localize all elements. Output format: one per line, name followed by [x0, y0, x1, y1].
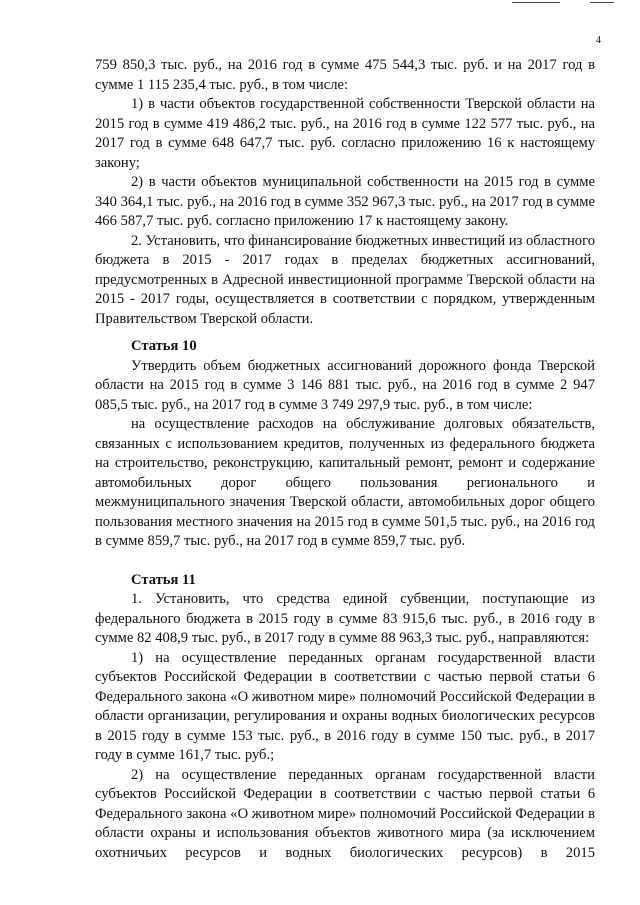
- article-10-paragraph-2: на осуществление расходов на обслуживание долговых обязательств, связанных с использованием кредитов, полученных из федерального бюджета на строительство, реконструкцию, капитальный ремонт, ремонт и содержание автомобильных дорог общего пользования регионального и межмуниципального значения Тверской области, автомобильных дорог общего пользования местного значения на 2015 год в сумме 501,5 тыс. руб., на 2016 год в сумме 859,7 тыс. руб., на 2017 год в сумме 859,7 тыс. руб.: [95, 416, 595, 549]
- article-10-paragraph-1: Утвердить объем бюджетных ассигнований дорожного фонда Тверской области на 2015 год в сумме 3 146 881 тыс. руб., на 2016 год в сумме 2 947 085,5 тыс. руб., на 2017 год в сумме 3 749 297,9 тыс. руб., в том числе:: [95, 357, 595, 413]
- article-11-paragraph-1: 1. Установить, что средства единой субвенции, поступающие из федерального бюджета в 2015 году в сумме 83 915,6 тыс. руб., в 2016 году в сумме 82 408,9 тыс. руб., в 2017 году в сумме 88 963,3 тыс. руб., направляются:: [95, 591, 595, 646]
- paragraph-clause-2: 2. Установить, что финансирование бюджетных инвестиций из областного бюджета в 2015 - 2017 годах в пределах бюджетных ассигнований, предусмотренных в Адресной инвестиционной программе Тверской области на 2015 - 2017 годы, осуществляется в соответствии с порядком, утвержденным Правительством Тверской области.: [95, 232, 596, 327]
- top-rule-right: [590, 2, 614, 3]
- top-rule-left: [512, 2, 560, 3]
- paragraph-item-1: 1) в части объектов государственной собственности Тверской области на 2015 год в сумме 419 486,2 тыс. руб., на 2016 год в сумме 122 577 тыс. руб., на 2017 год в сумме 648 647,7 тыс. руб. согласно приложению 16 к настоящему закону;: [95, 96, 595, 171]
- document-body: [95, 56, 595, 863]
- paragraph-item-2: 2) в части объектов муниципальной собственности на 2015 год в сумме 340 364,1 тыс. руб., на 2016 год в сумме 352 967,3 тыс. руб., на 2017 год в сумме 466 587,7 тыс. руб. согласно приложению 17 к настоящему закону.: [95, 174, 595, 229]
- article-11-paragraph-3: 2) на осуществление переданных органам государственной власти субъектов Российской Федерации в соответствии с частью первой статьи 6 Федерального закона «О животном мире» полномочий Российской Федерации в области охраны и использования объектов животного мира (за исключением охотничьих ресурсов и водных биологических ресурсов) в 2015: [95, 766, 595, 861]
- article-11-heading: Статья 11: [131, 571, 196, 588]
- article-10-heading: Статья 10: [131, 338, 197, 354]
- paragraph-continuation: 759 850,3 тыс. руб., на 2016 год в сумме 475 544,3 тыс. руб. и на 2017 год в сумме 1 115 235,4 тыс. руб., в том числе:: [95, 57, 595, 93]
- page-number: 4: [596, 35, 601, 46]
- article-11-paragraph-2: 1) на осуществление переданных органам государственной власти субъектов Российской Федерации в соответствии с частью первой статьи 6 Федерального закона «О животном мире» полномочий Российской Федерации в области организации, регулирования и охраны водных биологических ресурсов в 2015 году в сумме 153 тыс. руб., в 2016 году в сумме 150 тыс. руб., в 2017 году в сумме 161,7 тыс. руб.;: [95, 649, 595, 763]
